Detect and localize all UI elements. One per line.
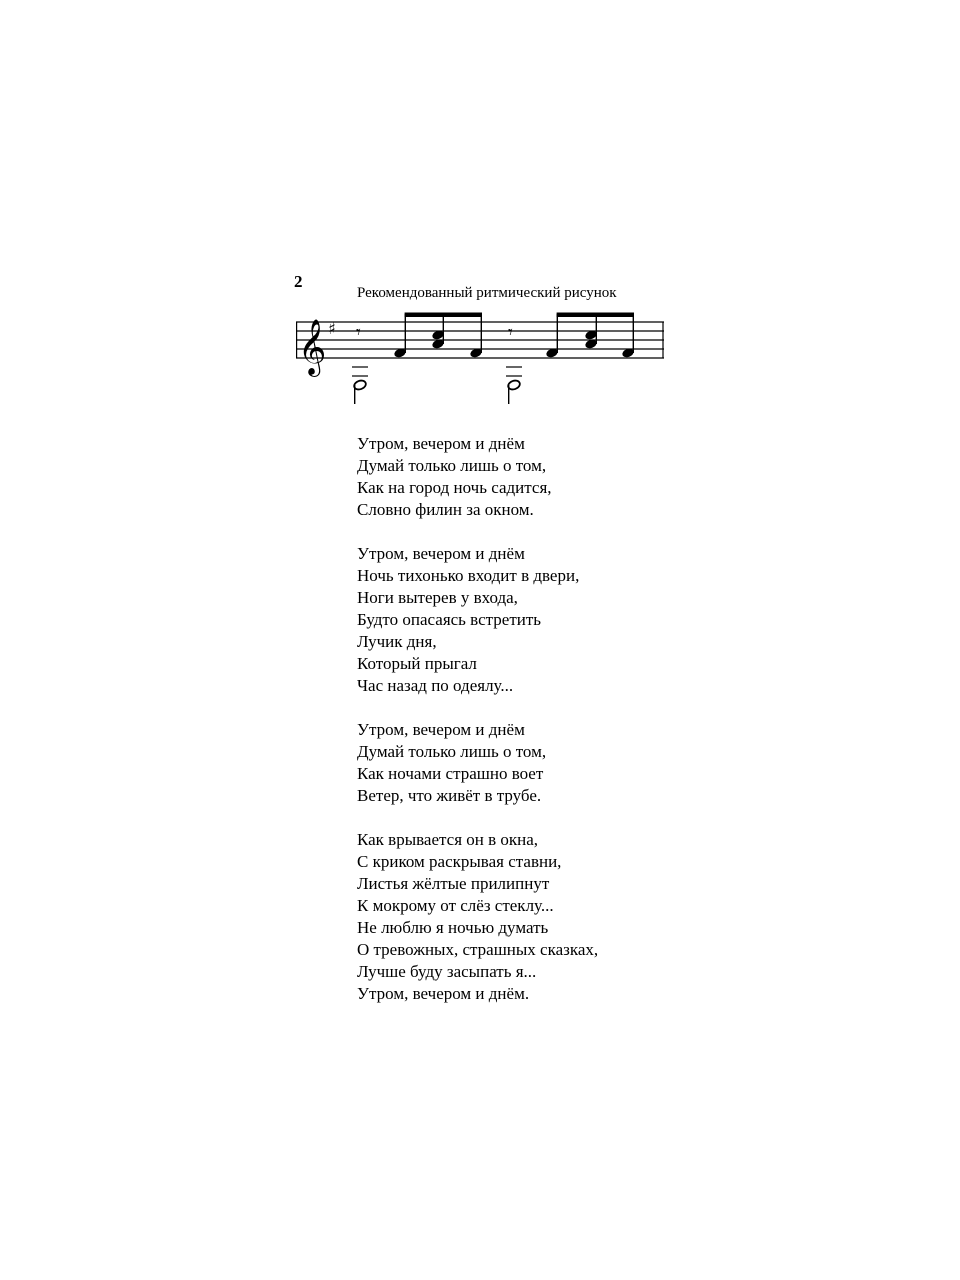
stanza-3 xyxy=(357,719,598,807)
song-lyrics xyxy=(357,433,598,1005)
lyric-line: Как врывается он в окна, xyxy=(357,830,539,849)
lyric-line: Думай только лишь о том, xyxy=(357,742,547,761)
lyric-line: Утром, вечером и днём xyxy=(357,544,525,563)
lyric-line: Не люблю я ночью думать xyxy=(357,918,549,937)
eighth-note-group xyxy=(393,313,483,359)
lyric-line: Который прыгал xyxy=(357,654,477,673)
lyric-line: Думай только лишь о том, xyxy=(357,456,547,475)
rhythm-caption: Рекомендованный ритмический рисунок xyxy=(357,285,617,301)
page-number: 2 xyxy=(294,272,303,291)
lyric-line: С криком раскрывая ставни, xyxy=(357,852,562,871)
eighth-note-group xyxy=(545,313,635,359)
stanza-2 xyxy=(357,543,598,697)
lyric-line: Утром, вечером и днём xyxy=(357,720,525,739)
eighth-rest-icon: 𝄾 xyxy=(356,322,361,343)
lyric-line: Ноги вытерев у входа, xyxy=(357,588,518,607)
lyric-line: К мокрому от слёз стеклу... xyxy=(357,896,554,915)
lyric-line: Ночь тихонько входит в двери, xyxy=(357,566,580,585)
bass-half-note xyxy=(352,367,368,404)
treble-clef-icon: 𝄞 xyxy=(298,319,327,375)
lyric-line: Утром, вечером и днём xyxy=(357,434,525,453)
lyric-line: Словно филин за окном. xyxy=(357,500,534,519)
lyric-line: Ветер, что живёт в трубе. xyxy=(357,786,542,805)
lyric-line: Лучше буду засыпать я... xyxy=(357,962,537,981)
music-staff xyxy=(296,310,668,410)
lyric-line: Как ночами страшно воет xyxy=(357,764,544,783)
eighth-rest-icon: 𝄾 xyxy=(508,322,513,343)
stanza-4 xyxy=(357,829,598,1005)
lyric-line: Лучик дня, xyxy=(357,632,437,651)
bass-half-note xyxy=(506,367,522,404)
lyric-line: Утром, вечером и днём. xyxy=(357,984,530,1003)
lyric-line: Листья жёлтые прилипнут xyxy=(357,874,550,893)
sharp-icon: ♯ xyxy=(328,319,336,338)
stanza-1 xyxy=(357,433,598,521)
lyric-line: Час назад по одеялу... xyxy=(357,676,514,695)
lyric-line: Будто опасаясь встретить xyxy=(357,610,542,629)
lyric-line: Как на город ночь садится, xyxy=(357,478,552,497)
lyric-line: О тревожных, страшных сказках, xyxy=(357,940,599,959)
